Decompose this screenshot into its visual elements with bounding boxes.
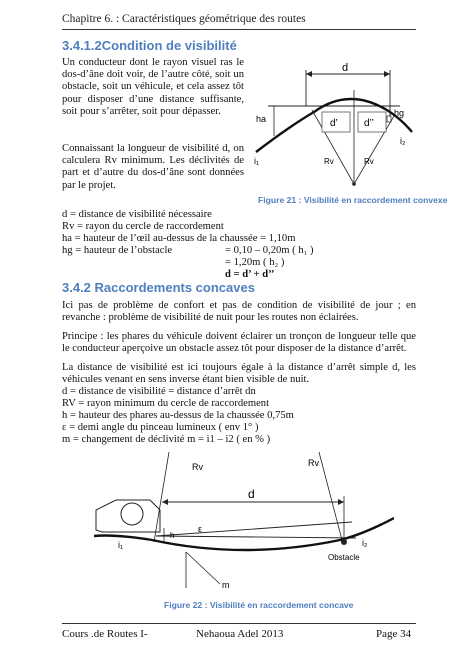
fig22-i2-label: i₂ <box>362 538 368 548</box>
fig22-i1-label: i₁ <box>118 540 124 550</box>
fig21-rv-left-label: Rv <box>324 157 334 166</box>
section-heading-visibility: 3.4.1.2Condition de visibilité <box>62 38 237 53</box>
def2-m: m = changement de déclivité m = i1 – i2 ( en % ) <box>62 434 271 445</box>
header-rule <box>62 29 416 30</box>
fig22-h-label: h <box>170 531 175 540</box>
section1-paragraph-2: Connaissant la longueur de visibilité d, on calculera Rv minimum. Les déclivités de part et d’autre du dos-d’âne sont données par le projet. <box>62 143 244 191</box>
def-ha: ha = hauteur de l’œil au-dessus de la chaussée = 1,10m <box>62 233 296 244</box>
fig22-obstacle-label: Obstacle <box>328 553 360 562</box>
footer-page-number: Page 34 <box>376 628 412 640</box>
def2-rv: RV = rayon minimum du cercle de raccordement <box>62 398 270 409</box>
section-heading-concave: 3.4.2 Raccordements concaves <box>62 280 255 295</box>
section2-paragraph-2: Principe : les phares du véhicule doivent éclairer un tronçon de longueur telle que le conducteur aperçoive un obstacle assez tôt pour disposer de la distance d’arrêt. <box>62 331 416 355</box>
figure-22-caption: Figure 22 : Visibilité en raccordement concave <box>164 600 354 610</box>
footer-rule <box>62 623 416 624</box>
section2-paragraph-3: La distance de visibilité est ici toujours égale à la distance d’arrêt simple d, les véhicules venant en sens inverse étant bien visible de nuit. <box>62 362 416 386</box>
fig21-rv-right-label: Rv <box>364 157 374 166</box>
chapter-header: Chapitre 6. : Caractéristiques géométrique des routes <box>62 13 306 25</box>
section2-paragraph-1: Ici pas de problème de confort et pas de condition de visibilité de jour ; en revanche : problème de visibilité de nuit pour les routes non éclairées. <box>62 300 416 324</box>
def-d: d = distance de visibilité nécessaire <box>62 209 212 220</box>
fig22-m-label: m <box>222 580 230 590</box>
def-rv: Rv = rayon du cercle de raccordement <box>62 221 224 232</box>
def-hg: hg = hauteur de l’obstacle <box>62 245 173 256</box>
fig22-rv-left-label: Rv <box>192 462 203 472</box>
fig22-eps-label: ε <box>198 524 203 534</box>
fig21-d2-label: d’’ <box>364 118 374 129</box>
fig22-d-label: d <box>248 487 255 501</box>
fig22-rv-right-label: Rv <box>308 458 319 468</box>
fig21-hg-label: hg <box>394 108 405 118</box>
fig21-d1-label: d’ <box>330 118 338 129</box>
footer-course: Cours .de Routes I- <box>62 628 148 640</box>
figure-21-diagram <box>250 60 416 192</box>
section1-paragraph-1: Un conducteur dont le rayon visuel ras le dos-d’âne doit voir, de l’autre côté, soit un obstacle, soit un véhicule, et cela assez tôt pour disposer d’une distance suffisante, soit pour s’arrêter, soit pour dépasser. <box>62 57 244 117</box>
def2-d: d = distance de visibilité = distance d’arrêt dn <box>62 386 256 397</box>
fig21-i2-label: i₂ <box>400 136 406 146</box>
def-hg-h2: = 1,20m ( h₂ ) <box>225 257 285 268</box>
footer-author: Nehaoua Adel 2013 <box>196 628 284 640</box>
figure-21-caption: Figure 21 : Visibilité en raccordement convexe <box>258 195 448 205</box>
fig21-d-label: d <box>342 62 349 74</box>
figure-22-diagram <box>94 448 394 598</box>
def2-h: h = hauteur des phares au-dessus de la chaussée 0,75m <box>62 410 294 421</box>
def-d-sum: d = d’ + d’’ <box>225 269 275 280</box>
def2-eps: ε = demi angle du pinceau lumineux ( env 1° ) <box>62 422 259 433</box>
fig21-ha-label: ha <box>256 114 267 124</box>
def-hg-h1: = 0,10 – 0,20m ( h₁ ) <box>225 245 314 256</box>
fig21-i1-label: i₁ <box>254 156 260 166</box>
